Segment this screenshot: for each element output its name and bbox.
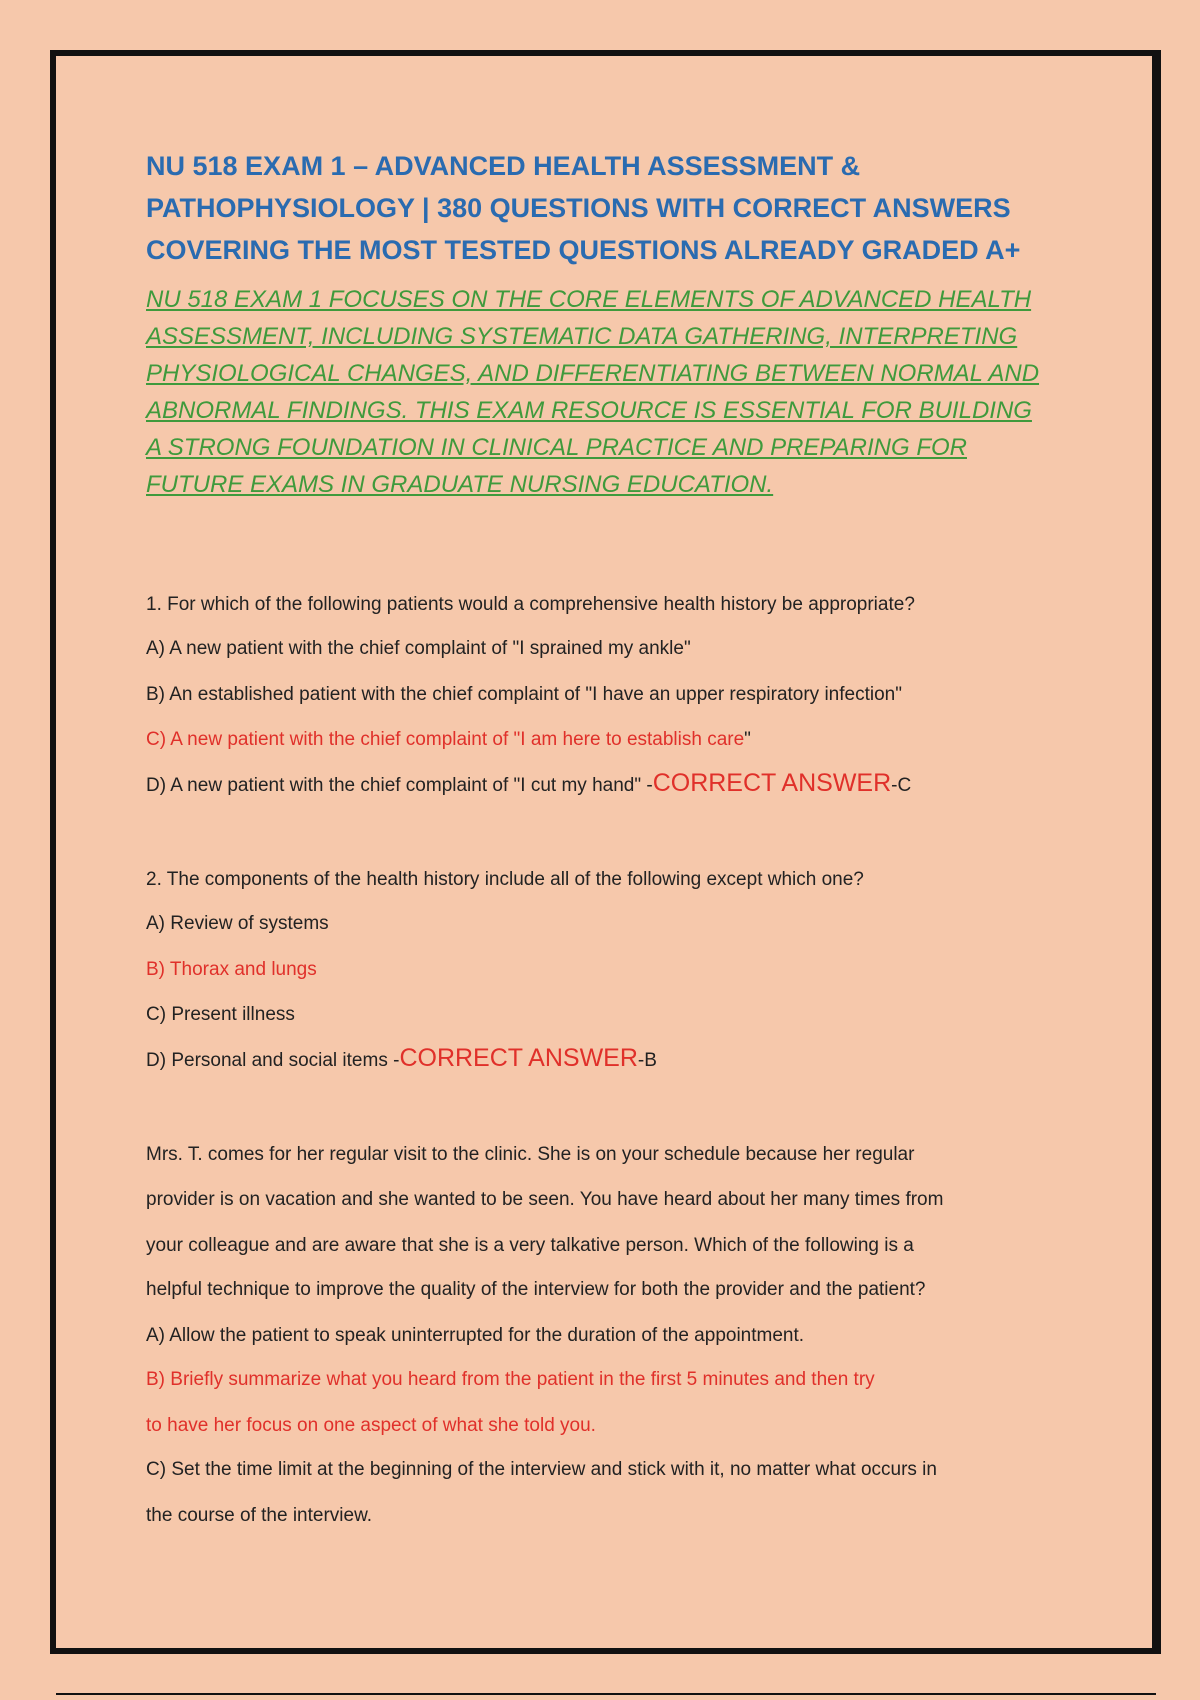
question-1-option-c-quote: " <box>744 729 751 750</box>
page-bottom-rule <box>56 1693 1156 1695</box>
question-3-option-c-line-2: the course of the interview. <box>146 1505 373 1526</box>
question-2-correct-letter: -B <box>637 1050 657 1071</box>
question-3-stem-line-3: your colleague and are aware that she is a very talkative person. Which of the following is a <box>146 1235 914 1256</box>
question-3-stem-line-1: Mrs. T. comes for her regular visit to the clinic. She is on your schedule because her regular <box>146 1144 915 1165</box>
question-3-option-a: A) Allow the patient to speak uninterrupted for the duration of the appointment. <box>146 1325 805 1346</box>
question-2-option-d <box>146 1046 1046 1073</box>
question-3-option-b-line-1: B) Briefly summarize what you heard from the patient in the first 5 minutes and then try <box>146 1369 875 1390</box>
question-1-option-c <box>146 728 1046 752</box>
question-3-stem-line-2: provider is on vacation and she wanted to be seen. You have heard about her many times from <box>146 1189 944 1210</box>
question-1-option-b: B) An established patient with the chief complaint of "I have an upper respiratory infection" <box>146 684 902 705</box>
question-1-option-a: A) A new patient with the chief complaint of "I sprained my ankle" <box>146 638 691 659</box>
question-1-option-d <box>146 771 1046 798</box>
question-1-text: 1. For which of the following patients would a comprehensive health history be appropriate? <box>146 594 915 615</box>
document-intro: NU 518 EXAM 1 FOCUSES ON THE CORE ELEMENTS OF ADVANCED HEALTH ASSESSMENT, INCLUDING SYSTEMATIC DATA GATHERING, INTERPRETING PHYSIOLOGICAL CHANGES, AND DIFFERENTIATING BETWEEN NORMAL AND ABNORMAL FINDINGS. THIS EXAM RESOURCE IS ESSENTIAL FOR BUILDING A STRONG FOUNDATION IN CLINICAL PRACTICE AND PREPARING FOR FUTURE EXAMS IN GRADUATE NURSING EDUCATION. <box>146 286 1040 498</box>
question-1-correct-label: CORRECT ANSWER <box>652 769 892 797</box>
question-1-correct-letter: -C <box>891 775 912 796</box>
question-3-option-c-line-1: C) Set the time limit at the beginning of the interview and stick with it, no matter what occurs in <box>146 1459 937 1480</box>
question-2-text: 2. The components of the health history include all of the following except which one? <box>146 869 864 890</box>
question-2-correct-label: CORRECT ANSWER <box>399 1044 638 1072</box>
question-3-stem-line-4: helpful technique to improve the quality of the interview for both the provider and the patient? <box>146 1279 926 1300</box>
question-1-option-d-text: D) A new patient with the chief complaint of "I cut my hand" - <box>146 775 653 796</box>
question-2-option-c: C) Present illness <box>146 1004 295 1025</box>
question-2-option-b: B) Thorax and lungs <box>146 959 317 980</box>
question-1-option-c-text: C) A new patient with the chief complaint of "I am here to establish care <box>146 729 745 750</box>
question-3 <box>146 1143 1046 1528</box>
question-2-option-a: A) Review of systems <box>146 913 329 934</box>
question-2-option-d-text: D) Personal and social items - <box>146 1050 400 1071</box>
question-3-option-b-line-2: to have her focus on one aspect of what she told you. <box>146 1415 596 1436</box>
question-1 <box>146 593 1046 798</box>
document-content <box>146 145 1046 1528</box>
document-title: NU 518 EXAM 1 – ADVANCED HEALTH ASSESSMENT & PATHOPHYSIOLOGY | 380 QUESTIONS WITH CORRECT ANSWERS COVERING THE MOST TESTED QUESTIONS ALREADY GRADED A+ <box>146 151 1021 265</box>
question-2 <box>146 868 1046 1073</box>
